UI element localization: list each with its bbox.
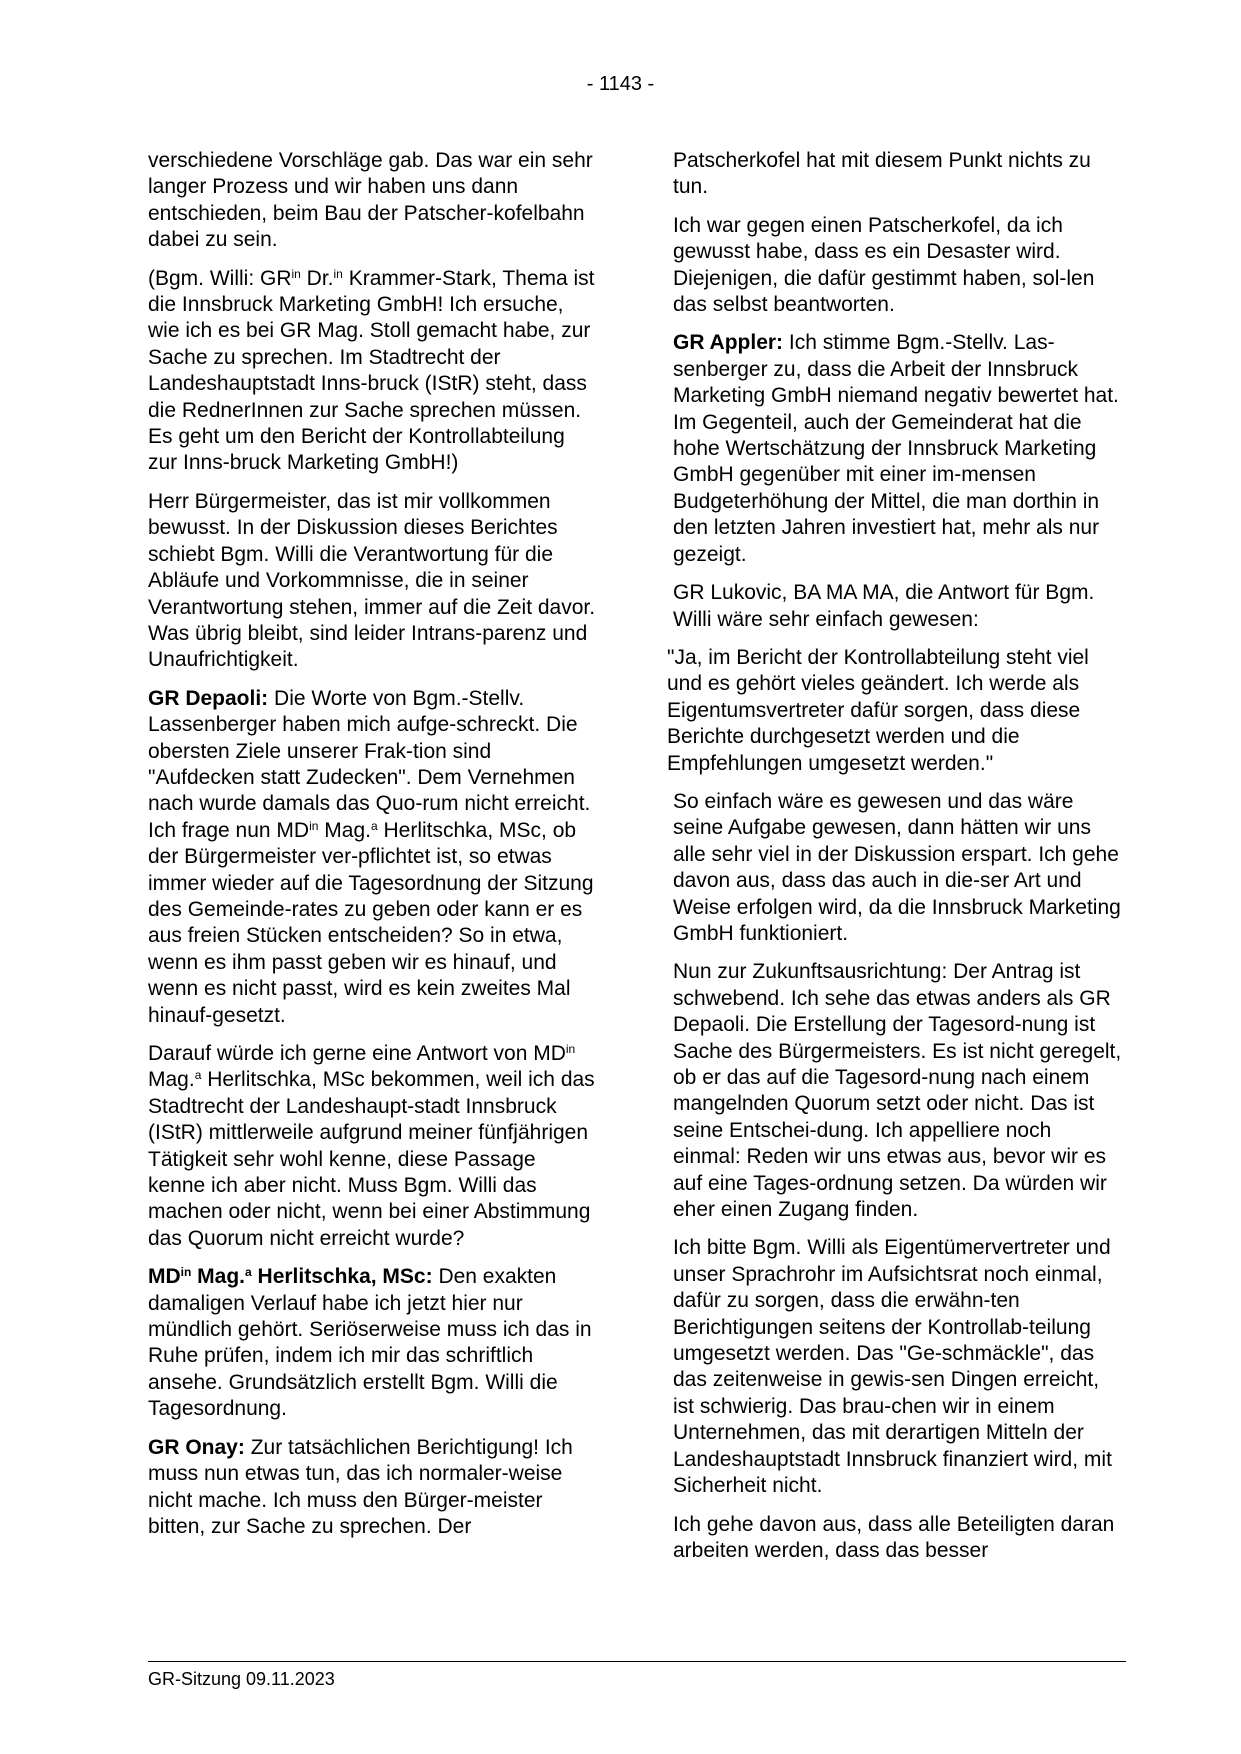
text-run: Den exakten damaligen Verlauf habe ich jetzt hier nur mündlich gehört. Seriöserweise muss ich das in Ruhe prüfen, indem ich mir das schriftlich ansehe. Grundsätzlich erstellt Bgm. Willi die Tagesordnung.	[148, 1265, 592, 1421]
superscript: in	[333, 266, 343, 281]
right-column	[667, 148, 1123, 1576]
paragraph: Herr Bürgermeister, das ist mir vollkommen bewusst. In der Diskussion dieses Berichtes schiebt Bgm. Willi die Verantwortung für die Abläufe und Vorkommnisse, die in seiner Verantwortung stehen, immer auf die Zeit davor. Was übrig bleibt, sind leider Intrans-parenz und Unaufrichtigkeit.	[148, 489, 596, 672]
text-run: Herlitschka, MSc:	[251, 1265, 433, 1289]
paragraph: Ich bitte Bgm. Willi als Eigentümervertreter und unser Sprachrohr im Aufsichtsrat noch einmal, dafür zu sorgen, dass die erwähn-ten Berichtigungen seitens der Kontrollab-teilung umgesetzt werden. Das "Ge-schmäckle", das das zeitenweise in gewis-sen Dingen erreicht, ist schwierig. Das brau-chen wir in einem Unternehmen, das mit derartigen Mitteln der Landeshauptstadt Innsbruck finanziert wird, mit Sicherheit nicht.	[673, 1236, 1112, 1498]
text-run: Herlitschka, MSc bekommen, weil ich das Stadtrecht der Landeshaupt-stadt Innsbruck (IStR) mittlerweile aufgrund meiner fünfjährigen Tätigkeit sehr wohl kenne, diese Passage kenne ich aber nicht. Muss Bgm. Willi das machen oder nicht, wenn bei einer Abstimmung das Quorum nicht erreicht wurde?	[148, 1068, 595, 1250]
superscript: in	[309, 818, 319, 833]
paragraph: Ich war gegen einen Patscherkofel, da ich gewusst habe, dass es ein Desaster wird. Diejenigen, die dafür gestimmt haben, sol-len das selbst beantworten.	[673, 213, 1095, 317]
footer-session-date: GR-Sitzung 09.11.2023	[148, 1669, 335, 1689]
superscript: a	[370, 818, 378, 833]
superscript: in	[565, 1042, 576, 1056]
text-run: Mag.	[148, 1068, 195, 1092]
paragraph	[673, 330, 1123, 568]
text-run: Ich stimme Bgm.-Stellv. Las-senberger zu, dass die Arbeit der Innsbruck Marketing GmbH niemand negativ bewertet hat. Im Gegenteil, auch der Gemeinderat hat die hohe Wertschätzung der Innsbruck Marketing GmbH gegenüber mit einer im-mensen Budgeterhöhung der Mittel, die man dorthin in den letzten Jahren investiert hat, mehr als nur gezeigt.	[673, 331, 1119, 566]
paragraph: Patscherkofel hat mit diesem Punkt nichts zu tun.	[673, 149, 1091, 199]
text-run: Herlitschka, MSc, ob der Bürgermeister ver-pflichtet ist, so etwas immer wieder auf die Tagesordnung der Sitzung des Gemeinde-rates zu geben oder kann er es aus freien Stücken entscheiden? So in etwa, wenn es ihm passt geben wir es hinauf, und wenn es nicht passt, wird es kein zweites Mal hinauf-gesetzt.	[148, 818, 594, 1027]
text-run: (Bgm. Willi: GR	[148, 266, 292, 290]
superscript: a	[245, 1265, 252, 1280]
text-run: Darauf würde ich gerne eine Antwort von MD	[148, 1042, 566, 1065]
text-run: Mag.	[191, 1265, 246, 1289]
text-run: MD	[148, 1265, 181, 1289]
text-run: Krammer-Stark, Thema ist die Innsbruck Marketing GmbH! Ich ersuche, wie ich es bei GR Mag. Stoll gemacht habe, zur Sache zu sprechen. Im Stadtrecht der Landeshauptstadt Inns-bruck (IStR) steht, dass die RednerInnen zur Sache sprechen müssen. Es geht um den Bericht der Kontrollabteilung zur Inns-bruck Marketing GmbH!)	[148, 266, 595, 475]
superscript: in	[180, 1265, 192, 1280]
text-run: Mag.	[318, 818, 371, 842]
page-number: - 1143 -	[586, 73, 655, 95]
speaker-name: GR Depaoli:	[148, 686, 269, 710]
paragraph: So einfach wäre es gewesen und das wäre seine Aufgabe gewesen, dann hätten wir uns alle sehr viel in der Diskussion erspart. Ich gehe davon aus, dass das auch in die-ser Art und Weise erfolgen wird, da die Innsbruck Marketing GmbH funktioniert.	[673, 789, 1121, 945]
paragraph	[148, 686, 598, 1029]
paragraph: Nun zur Zukunftsausrichtung: Der Antrag ist schwebend. Ich sehe das etwas anders als GR Depaoli. Die Erstellung der Tagesord-nung ist Sache des Bürgermeisters. Es ist nicht geregelt, ob er das auf die Tagesord-nung nach einem mangelnden Quorum setzt oder nicht. Das ist seine Entschei-dung. Ich appelliere noch einmal: Reden wir uns etwas aus, bevor wir es auf eine Tages-ordnung setzen. Da würden wir eher einen Zugang finden.	[673, 960, 1122, 1222]
superscript: in	[291, 266, 301, 281]
paragraph: verschiedene Vorschläge gab. Das war ein sehr langer Prozess und wir haben uns dann entschieden, beim Bau der Patscher-kofelbahn dabei zu sein.	[148, 149, 593, 252]
text-run: Dr.	[300, 266, 334, 290]
paragraph: GR Lukovic, BA MA MA, die Antwort für Bgm. Willi wäre sehr einfach gewesen:	[673, 581, 1095, 631]
text-run: Die Worte von Bgm.-Stellv. Lassenberger haben mich aufge-schreckt. Die obersten Ziele unserer Frak-tion sind "Aufdecken statt Zudecken". Dem Vernehmen nach wurde damals das Quo-rum nicht erreicht. Ich frage nun MD	[148, 686, 591, 842]
left-column	[148, 148, 598, 1552]
paragraph: Ich gehe davon aus, dass alle Beteiligten daran arbeiten werden, dass das besser	[673, 1512, 1115, 1562]
superscript: a	[194, 1068, 202, 1083]
paragraph	[148, 266, 598, 477]
paragraph	[148, 1435, 598, 1541]
paragraph	[148, 1041, 598, 1252]
speaker-name	[148, 1265, 433, 1288]
speaker-name: GR Appler:	[673, 331, 784, 355]
speaker-name: GR Onay:	[148, 1435, 245, 1459]
quote-paragraph: "Ja, im Bericht der Kontrollabteilung steht viel und es gehört vieles geändert. Ich werde als Eigentumsvertreter dafür sorgen, dass diese Berichte durchgesetzt werden und die Empfehlungen umgesetzt werden."	[667, 645, 1089, 775]
paragraph	[148, 1264, 598, 1422]
footer-divider	[148, 1661, 1126, 1662]
text-run: Zur tatsächlichen Berichtigung! Ich muss nun etwas tun, das ich normaler-weise nicht mache. Ich muss den Bürger-meister bitten, zur Sache zu sprechen. Der	[148, 1435, 573, 1538]
